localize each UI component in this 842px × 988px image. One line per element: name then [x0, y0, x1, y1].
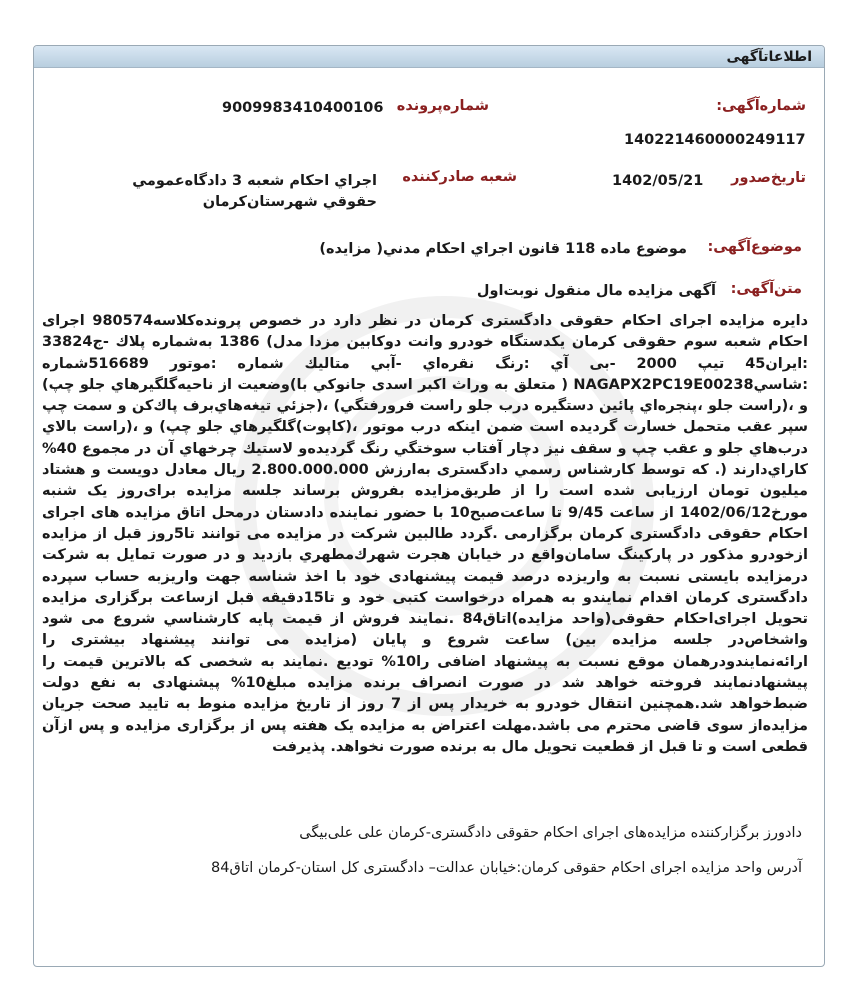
- issue-date-value: 1402/05/21: [612, 173, 704, 189]
- issue-date-label: تاریخ‌صدور: [731, 170, 806, 186]
- officer-line: دادورز برگزاركننده مزايده‌های اجرای احکام حقوقی دادگستری-کرمان علی علی‌بیگی: [299, 825, 802, 841]
- issuer-line-2: حقوقي شهرستان‌كرمان: [202, 194, 377, 210]
- issuer-label: شعبه صادر‌کننده: [402, 169, 517, 185]
- address-line: آدرس واحد مزايده اجرای احکام حقوقی کرمان:خيابان عدالت– دادگستری کل استان-کرمان اتاق84: [211, 860, 802, 876]
- file-number-label: شماره‌پرونده: [396, 98, 489, 114]
- subject-label: موضوع‌آگهی:: [707, 239, 802, 255]
- text-title: آگهی مزایده مال منقول نوبت‌اول: [476, 283, 716, 299]
- notice-body: دایره مزایده اجرای احکام حقوقی دادگستری کرمان در نظر دارد در خصوص پرونده‌کلاسه980574 اجرای احکام شعبه سوم حقوقی کرمان یکدستگاه خودرو وانت دوکابین مزدا مدل) 1386 به‌شماره پلاك -ج33824 :ایران45 تیپ 2000 -بی آي :رنگ نقره‌اي -آبي متاليك شماره :موتور 516689شماره :شاسي‌NAGAPX2PC19E00238 ( متعلق به وراث اكبر اسدی جانوكي با)وضعيت از ناحيه‌گلگيرهاي جلو چپ) و ،(راست جلو ،پنجره‌اي پائين دستگيره درب جلو راست فرورفتگي) ،(جزئي تيغه‌هاي‌برف پاك‌كن و سمت چپ سپر عقب متحمل خسارت گرديده است ضمن اينكه درب موتور ،(كاپوت)گلگيرهاي جلو چپ) و ،(راست بالاي درب‌هاي جلو و عقب چپ و سقف نيز دچار آفتاب سوختگي رنگ گرديده‌و لاستيك چرخهاي آن در مجموع 40% كاراي‌دارند (. كه توسط كارشناس رسمي دادگستری به‌ارزش 2.800.000.000 ریال معادل دويست و هشتاد ميليون تومان ارزيابی شده است را از طريق‌مزايده بفروش برساند جلسه مزايده برای‌روز يک شنبه مورخ1402/06/12 از ساعت 9/45 تا ساعت‌صبح10 با حضور نماينده دادستان درمحل اتاق مزايده های اجرای احکام حقوقی دادگستری کرمان برگزارمی .گردد طالبين شركت در مزايده می توانند تا5روز قبل از مزايده ازخودرو مذكور در پاركينگ سامان‌واقع در خيابان هجرت شهرك‌مطهري بازديد و در صورت تمايل به شركت درمزايده بايستی نسبت به واريزده درصد قيمت پيشنهادی خود با اخذ شناسه جهت واريزبه حساب سپرده دادگستری کرمان اقدام نمايندو به همراه درخواست كتبی خود و تا15دقيقه قبل ازساعت برگزاری مزايده تحويل اجرای‌احكام حقوقی(واحد مزايده)اتاق84 .نمايند فروش از قيمت پايه كارشناسي شروع می شود واشخاص‌در جلسه مزايده بين) ساعت شروع و پايان (مزايده می توانند پيشنهاد بيشتری را ارائه‌نمايندودرهمان موقع نسبت به پيشنهاد اضافی را10% توديع .نمايند به شخصی كه بالاترين قيمت را پيشنهادنمايند فروخته خواهد شد در صورت انصراف برنده مزايده مبلغ10% پيشنهادی به نفع دولت ضبط‌خواهد شد.همچنين انتقال خودرو به خريدار پس از 7 روز از تاريخ مزايده منوط به تاييد صحت جريان مزايده‌از سوی قاضی محترم می باشد.مهلت اعتراض به مزايده يک هفته پس از برگزاری مزايده و پس ازآن قطعی است و تا قبل از قطعيت تحويل مال به برنده صورت نخواهد. پذيرفت: [42, 313, 809, 755]
- notice-number-value: 140221460000249117: [624, 132, 806, 148]
- issuer-line-1: اجراي احكام شعبه 3 دادگاه‌عمومي: [132, 173, 377, 189]
- notice-number-label: شماره‌آگهی:: [716, 98, 806, 114]
- text-label: متن‌آگهی:: [730, 281, 802, 297]
- file-number-value: 9009983410400106: [222, 100, 384, 116]
- subject-value: موضوع ماده 118 قانون اجراي احكام مدني( مزايده): [319, 241, 687, 257]
- panel-header: اطلاعاتآگهی: [34, 46, 824, 68]
